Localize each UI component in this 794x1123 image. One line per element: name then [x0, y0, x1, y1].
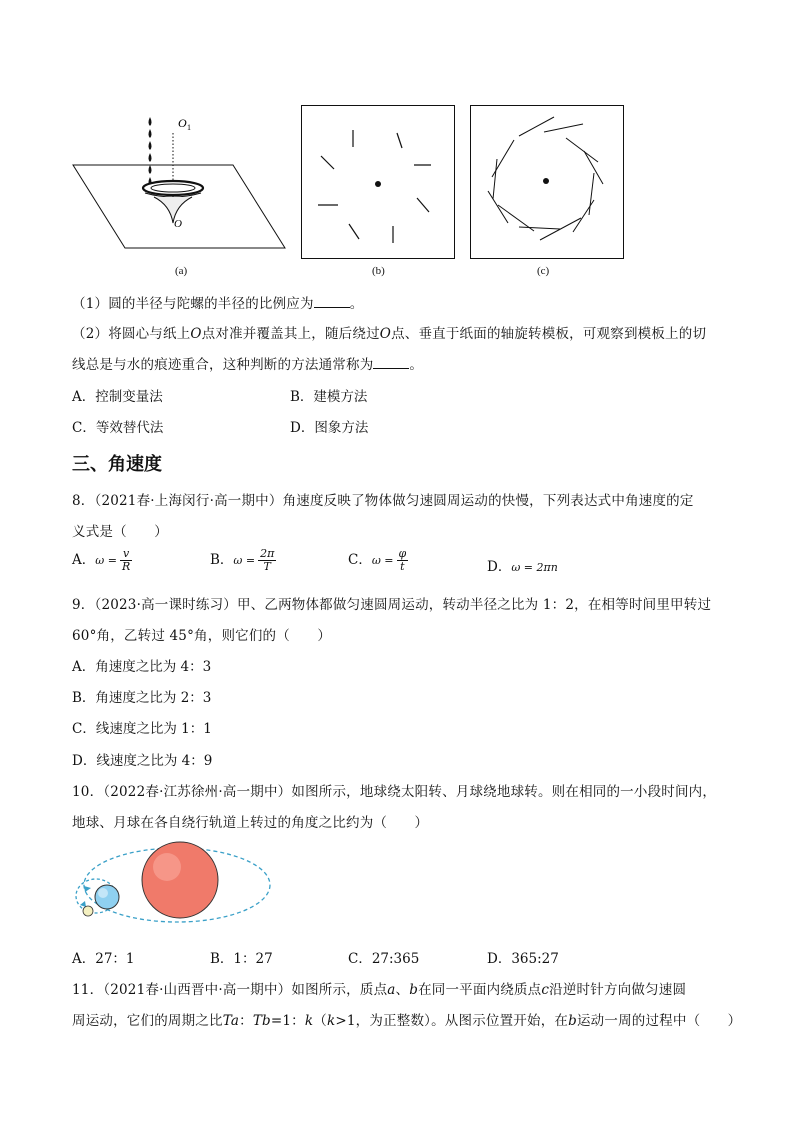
- q10-option-d[interactable]: D．365:27: [487, 951, 559, 967]
- q10-option-b[interactable]: B．1：27: [210, 951, 273, 967]
- q7-sub2-line1: （2）将圆心与纸上O点对准并覆盖其上，随后绕过O点、垂直于纸面的轴旋转模板，可观察到模板上的切: [72, 326, 707, 342]
- caption-b: (b): [372, 265, 385, 277]
- earth-moon-sun-figure: [72, 840, 272, 935]
- q10-line2: 地球、月球在各自绕行轨道上转过的角度之比约为（ ）: [72, 815, 429, 831]
- figure-b: [301, 105, 455, 259]
- section-title: 三、角速度: [72, 454, 162, 475]
- q10-option-c[interactable]: C．27:365: [348, 951, 420, 967]
- q11-line2: 周运动，它们的周期之比Ta：Tb=1：k（k>1，为正整数）。从图示位置开始，在b运动一周的过程中（ ）: [72, 1013, 742, 1029]
- label-o: O: [174, 218, 182, 230]
- q10-option-a[interactable]: A．27：1: [72, 951, 135, 967]
- caption-a: (a): [175, 265, 188, 277]
- figure-c: [470, 105, 624, 259]
- answer-blank[interactable]: [314, 296, 350, 308]
- q8-line1: 8．（2021春·上海闵行·高一期中）角速度反映了物体做匀速圆周运动的快慢，下列表达式中角速度的定: [72, 493, 694, 509]
- label-o1: O: [178, 116, 187, 130]
- q7-option-c[interactable]: C．等效替代法: [72, 420, 164, 436]
- q8-option-b[interactable]: B．ω = $\frac{2\pi}{T}$: [210, 547, 275, 573]
- answer-blank[interactable]: [373, 357, 409, 369]
- q7-sub1: （1）圆的半径与陀螺的半径的比例应为 。: [72, 296, 364, 312]
- q7-sub2-line2: 线总是与水的痕迹重合，这种判断的方法通常称为 。: [72, 357, 424, 373]
- q7-option-b[interactable]: B．建模方法: [290, 389, 368, 405]
- q9-line2: 60°角，乙转过 45°角，则它们的（ ）: [72, 628, 332, 644]
- svg-text:1: 1: [187, 123, 191, 132]
- q8-option-c[interactable]: C．ω = $\frac{\varphi}{t}$: [348, 547, 407, 573]
- q9-option-b[interactable]: B．角速度之比为 2：3: [72, 690, 212, 706]
- q11-line1: 11．（2021春·山西晋中·高一期中）如图所示，质点a、b在同一平面内绕质点c沿逆时针方向做匀速圆: [72, 982, 687, 998]
- caption-c: (c): [537, 265, 550, 277]
- q7-option-a[interactable]: A．控制变量法: [72, 389, 163, 405]
- q9-line1: 9．（2023·高一课时练习）甲、乙两物体都做匀速圆周运动，转动半径之比为 1：2，在相等时间里甲转过: [72, 597, 712, 613]
- earth: [95, 885, 119, 909]
- q9-option-d[interactable]: D．线速度之比为 4：9: [72, 753, 213, 769]
- q9-option-a[interactable]: A．角速度之比为 4：3: [72, 659, 212, 675]
- figure-a: [70, 105, 290, 260]
- moon: [83, 906, 93, 916]
- q8-option-a[interactable]: A．ω = $\frac{v}{R}$: [72, 547, 131, 573]
- q9-option-c[interactable]: C．线速度之比为 1：1: [72, 721, 212, 737]
- q10-line1: 10．（2022春·江苏徐州·高一期中）如图所示，地球绕太阳转、月球绕地球转。则在相同的一小段时间内，: [72, 784, 717, 800]
- q7-option-d[interactable]: D．图象方法: [290, 420, 369, 436]
- q8-option-d[interactable]: D．ω = 2πn: [487, 559, 558, 575]
- sun: [142, 842, 218, 918]
- q8-line2: 义式是（ ）: [72, 524, 168, 540]
